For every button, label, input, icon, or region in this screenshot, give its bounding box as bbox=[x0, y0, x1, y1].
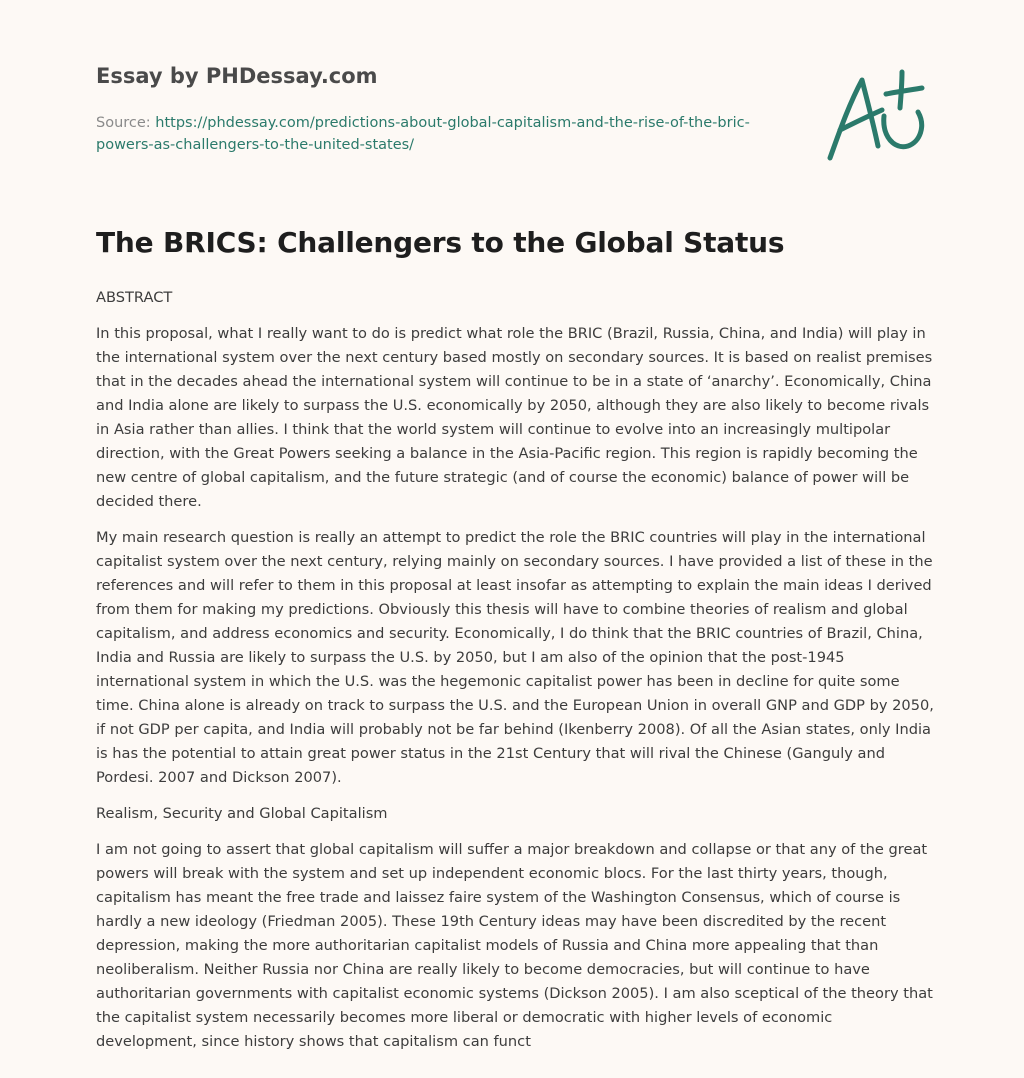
paragraph-3: I am not going to assert that global capitalism will suffer a major breakdown and collapse or that any of the great powers will break with the system and set up independent economic blocs. For the last thirty years, though, capitalism has meant the free trade and laissez faire system of the Washington Consensus, which of course is hardly a new ideology (Friedman 2005). These 19th Century ideas may have been discredited by the recent depression, making the more authoritarian capitalist models of Russia and China more appealing that than neoliberalism. Neither Russia nor China are really likely to become democracies, but will continue to have authoritarian governments with capitalist economic systems (Dickson 2005). I am also sceptical of the theory that the capitalist system necessarily becomes more liberal or democratic with higher levels of economic development, since history shows that capitalism can funct bbox=[96, 841, 933, 1050]
source-line bbox=[96, 112, 776, 156]
section-heading: Realism, Security and Global Capitalism bbox=[96, 805, 388, 822]
paragraph-2: My main research question is really an attempt to predict the role the BRIC countries will play in the international capitalist system over the next century, relying mainly on secondary sources. I have provided a list of these in the references and will refer to them in this proposal at least insofar as attempting to explain the main ideas I derived from them for making my predictions. Obviously this thesis will have to combine theories of realism and global capitalism, and address economics and security. Economically, I do think that the BRIC countries of Brazil, China, India and Russia are likely to surpass the U.S. by 2050, but I am also of the opinion that the post-1945 international system in which the U.S. was the hegemonic capitalist power has been in decline for quite some time. China alone is already on track to surpass the U.S. and the European Union in overall GNP and GDP by 2050, if not GDP per capita, and India will probably not be far behind (Ikenberry 2008). Of all the Asian states, only India is has the potential to attain great power status in the 21st Century that will rival the Chinese (Ganguly and Pordesi. 2007 and Dickson 2007). bbox=[96, 529, 934, 786]
source-link[interactable]: https://phdessay.com/predictions-about-global-capitalism-and-the-rise-of-the-bric-powers-as-challengers-to-the-united-states/ bbox=[96, 115, 750, 153]
essay-body bbox=[96, 286, 936, 1066]
essay-title: The BRICS: Challengers to the Global Status bbox=[96, 226, 785, 259]
site-title: Essay by PHDessay.com bbox=[96, 64, 378, 88]
paragraph-1: In this proposal, what I really want to do is predict what role the BRIC (Brazil, Russia, China, and India) will play in the international system over the next century based mostly on secondary sources. It is based on realist premises that in the decades ahead the international system will continue to be in a state of ‘anarchy’. Economically, China and India alone are likely to surpass the U.S. economically by 2050, although they are also likely to become rivals in Asia rather than allies. I think that the world system will continue to evolve into an increasingly multipolar direction, with the Great Powers seeking a balance in the Asia-Pacific region. This region is rapidly becoming the new centre of global capitalism, and the future strategic (and of course the economic) balance of power will be decided there. bbox=[96, 325, 933, 510]
source-label: Source: bbox=[96, 115, 151, 131]
a-plus-logo-icon bbox=[820, 66, 930, 166]
abstract-heading: ABSTRACT bbox=[96, 289, 173, 306]
